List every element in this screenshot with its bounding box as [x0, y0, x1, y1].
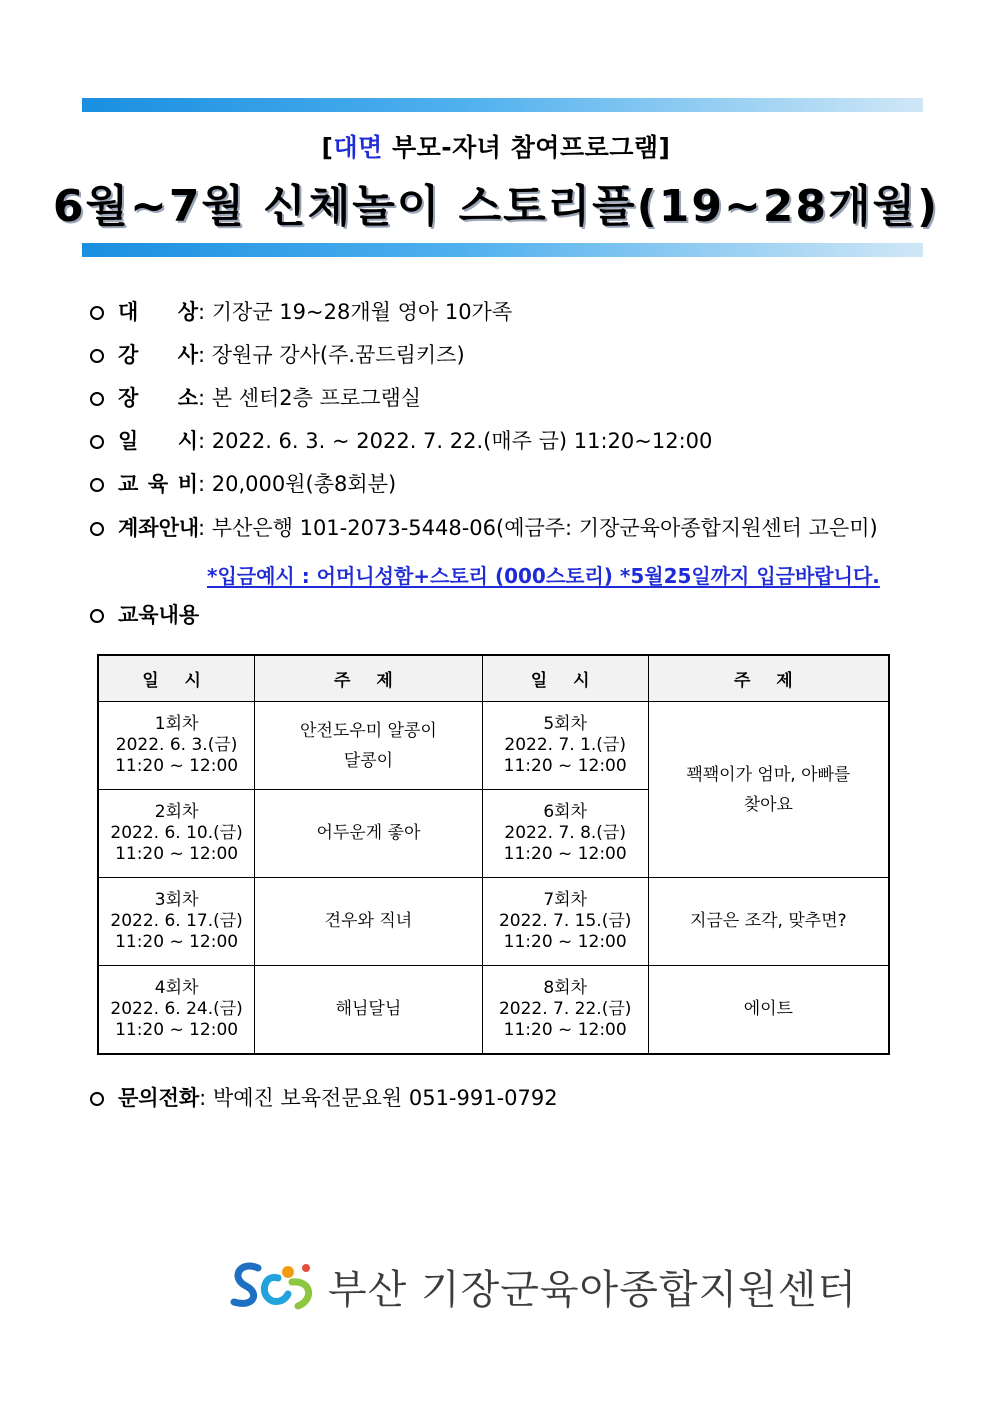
topic-cell: 어두운게 좋아 [255, 790, 483, 878]
circle-bullet-icon [90, 306, 104, 320]
topic-cell: 에이트 [648, 966, 889, 1055]
info-label: 장 소 [118, 386, 198, 410]
session-cell: 3회차 2022. 6. 17.(금) 11:20 ~ 12:00 [98, 878, 255, 966]
info-value: 부산은행 101-2073-5448-06(예금주: 기장군육아종합지원센터 고은미) [211, 516, 878, 540]
circle-bullet-icon [90, 349, 104, 363]
session-cell: 7회차 2022. 7. 15.(금) 11:20 ~ 12:00 [482, 878, 648, 966]
subtitle-accent: 대면 [333, 133, 383, 162]
payment-notice: *입금예시 : 어머니성함+스토리 (000스토리) *5월25일까지 입금바랍니다. [207, 564, 880, 588]
info-label: 일 시 [118, 429, 198, 453]
table-row [98, 878, 889, 966]
topic-cell: 지금은 조각, 맞추면? [648, 878, 889, 966]
contact-label: 문의전화 [118, 1086, 200, 1110]
table-row [98, 702, 889, 790]
info-value: 2022. 6. 3. ~ 2022. 7. 22.(매주 금) 11:20~12:00 [211, 429, 713, 453]
info-value: 장원규 강사(주.꿈드림키즈) [211, 343, 465, 367]
circle-bullet-icon [90, 609, 104, 623]
center-name: 부산 기장군육아종합지원센터 [328, 1266, 858, 1313]
header-bottom-bar [82, 243, 923, 257]
info-row-location: 장 소: 본 센터2층 프로그램실 [90, 384, 421, 412]
info-value: 기장군 19~28개월 영아 10가족 [211, 300, 513, 324]
info-label: 계좌안내 [118, 516, 200, 540]
session-cell: 1회차 2022. 6. 3.(금) 11:20 ~ 12:00 [98, 702, 255, 790]
info-label: 강 사 [118, 343, 198, 367]
header-datetime-1: 일 시 [98, 655, 255, 702]
table-row [98, 966, 889, 1055]
info-row-fee: 교 육 비: 20,000원(총8회분) [90, 470, 396, 498]
info-label: 교 육 비 [118, 472, 198, 496]
info-value: 본 센터2층 프로그램실 [211, 386, 422, 410]
circle-bullet-icon [90, 1092, 104, 1106]
topic-cell: 안전도우미 알콩이 달콩이 [255, 702, 483, 790]
topic-cell: 견우와 직녀 [255, 878, 483, 966]
header-datetime-2: 일 시 [482, 655, 648, 702]
header-top-bar [82, 98, 923, 112]
topic-cell: 해님달님 [255, 966, 483, 1055]
schedule-table [97, 654, 890, 1055]
header-topic-1: 주 제 [255, 655, 483, 702]
info-row-instructor: 강 사: 장원규 강사(주.꿈드림키즈) [90, 341, 465, 369]
info-row-contact: 문의전화: 박예진 보육전문요원 051-991-0792 [90, 1084, 558, 1112]
topic-cell-merged: 꽥꽥이가 엄마, 아빠를 찾아요 [648, 702, 889, 878]
info-row-datetime: 일 시: 2022. 6. 3. ~ 2022. 7. 22.(매주 금) 11:20~12:00 [90, 427, 712, 455]
info-row-target: 대 상: 기장군 19~28개월 영아 10가족 [90, 298, 512, 326]
center-logo-icon [228, 1256, 320, 1316]
footer [228, 1256, 857, 1316]
info-label: 대 상 [118, 300, 198, 324]
education-heading: 교육내용 [90, 601, 199, 629]
session-cell: 2회차 2022. 6. 10.(금) 11:20 ~ 12:00 [98, 790, 255, 878]
session-cell: 4회차 2022. 6. 24.(금) 11:20 ~ 12:00 [98, 966, 255, 1055]
session-cell: 5회차 2022. 7. 1.(금) 11:20 ~ 12:00 [482, 702, 648, 790]
circle-bullet-icon [90, 435, 104, 449]
program-subtitle: [대면 부모-자녀 참여프로그램] [321, 133, 671, 162]
info-row-account: 계좌안내: 부산은행 101-2073-5448-06(예금주: 기장군육아종합지원센터 고은미) [90, 514, 878, 542]
contact-value: 박예진 보육전문요원 051-991-0792 [212, 1086, 558, 1110]
info-value: 20,000원(총8회분) [211, 472, 397, 496]
table-header-row [98, 655, 889, 702]
circle-bullet-icon [90, 478, 104, 492]
session-cell: 8회차 2022. 7. 22.(금) 11:20 ~ 12:00 [482, 966, 648, 1055]
circle-bullet-icon [90, 392, 104, 406]
circle-bullet-icon [90, 522, 104, 536]
program-title: 6월~7월 신체놀이 스토리플(19~28개월) [52, 181, 940, 232]
session-cell: 6회차 2022. 7. 8.(금) 11:20 ~ 12:00 [482, 790, 648, 878]
header-topic-2: 주 제 [648, 655, 889, 702]
